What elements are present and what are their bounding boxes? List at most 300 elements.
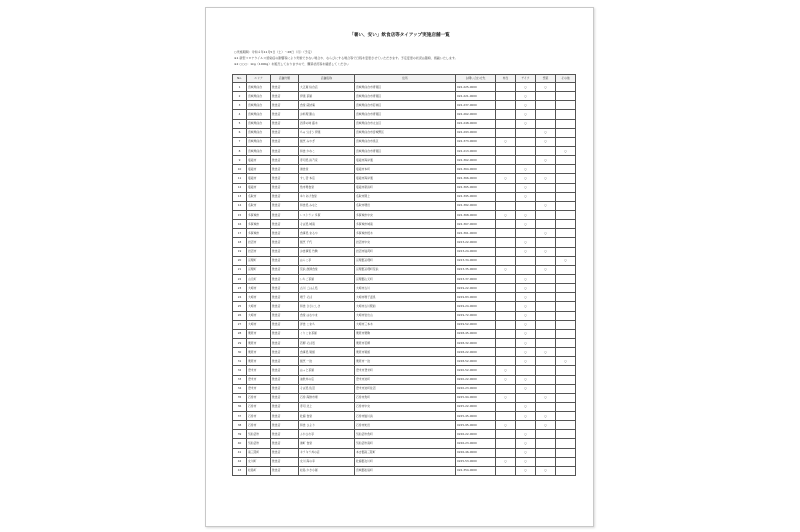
table-row	[233, 274, 576, 283]
cell-area: 南三陸町	[247, 448, 271, 457]
cell-category: 飲食店	[271, 293, 299, 302]
cell-take	[516, 421, 536, 430]
cell-address: 大崎市鳴子温泉	[355, 293, 456, 302]
table-row	[233, 320, 576, 329]
cell-name: 古川 ごはん処	[299, 284, 355, 293]
cell-take: ○	[516, 329, 536, 338]
table-row	[233, 375, 576, 384]
cell-souzai	[536, 284, 556, 293]
table-row	[233, 293, 576, 302]
cell-no: 19	[233, 247, 247, 256]
cell-area: 石巻市	[247, 393, 271, 402]
cell-category: 飲食店	[271, 466, 299, 475]
cell-other	[556, 83, 576, 92]
cell-souzai: ○	[536, 466, 556, 475]
cell-other	[556, 457, 576, 466]
cell-other	[556, 174, 576, 183]
cell-address: 塩竈市新浜町	[355, 183, 456, 192]
cell-bento	[496, 402, 516, 411]
cell-area: 大崎市	[247, 284, 271, 293]
cell-souzai	[536, 256, 556, 265]
cell-no: 4	[233, 110, 247, 119]
cell-area: 石巻市	[247, 421, 271, 430]
cell-no: 28	[233, 329, 247, 338]
cell-take: ○	[516, 320, 536, 329]
cell-category: 飲食店	[271, 220, 299, 229]
cell-category: 飲食店	[271, 320, 299, 329]
cell-tel: 022-293-0000	[456, 128, 496, 137]
cell-name: レストラン 多賀	[299, 210, 355, 219]
cell-address: 石巻市中央	[355, 402, 456, 411]
cell-address: 牡鹿郡女川町	[355, 457, 456, 466]
cell-bento	[496, 357, 516, 366]
cell-category: 飲食店	[271, 146, 299, 155]
cell-name: はっと茶屋	[299, 366, 355, 375]
cell-name: 大正屋 仙台店	[299, 83, 355, 92]
cell-tel: 0225-95-0000	[456, 421, 496, 430]
cell-category: 飲食店	[271, 174, 299, 183]
cell-category: 飲食店	[271, 412, 299, 421]
cell-bento	[496, 430, 516, 439]
cell-area: 大崎市	[247, 311, 271, 320]
cell-other	[556, 311, 576, 320]
cell-souzai: ○	[536, 229, 556, 238]
cell-bento	[496, 311, 516, 320]
cell-no: 3	[233, 101, 247, 110]
cell-category: 飲食店	[271, 192, 299, 201]
col-header-category: 店舗分類	[271, 75, 299, 83]
cell-category: 飲食店	[271, 165, 299, 174]
cell-tel: 0228-45-0000	[456, 329, 496, 338]
cell-take: ○	[516, 192, 536, 201]
cell-other	[556, 201, 576, 210]
cell-souzai: ○	[536, 412, 556, 421]
cell-address: 多賀城市桜木	[355, 229, 456, 238]
table-row	[233, 348, 576, 357]
cell-category: 飲食店	[271, 457, 299, 466]
cell-area: 気仙沼市	[247, 430, 271, 439]
cell-bento	[496, 146, 516, 155]
cell-name: 食事処 築館	[299, 348, 355, 357]
cell-no: 18	[233, 238, 247, 247]
cell-other	[556, 375, 576, 384]
cell-area: 石巻市	[247, 412, 271, 421]
cell-no: 25	[233, 302, 247, 311]
cell-bento	[496, 338, 516, 347]
cell-area: 宮城県仙台	[247, 92, 271, 101]
cell-take: ○	[516, 448, 536, 457]
cell-area: 登米市	[247, 366, 271, 375]
cell-bento	[496, 412, 516, 421]
cell-area: 宮城県仙台	[247, 146, 271, 155]
cell-address: 亘理郡亘理町荒浜	[355, 265, 456, 274]
cell-tel: 0223-22-0000	[456, 238, 496, 247]
cell-souzai	[536, 329, 556, 338]
cell-souzai	[536, 430, 556, 439]
cell-tel: 0229-72-0000	[456, 311, 496, 320]
cell-bento	[496, 448, 516, 457]
cell-other: ○	[556, 357, 576, 366]
cell-name: 女川 海の幸	[299, 457, 355, 466]
cell-address: 石巻市鮎川浜	[355, 412, 456, 421]
cell-no: 5	[233, 119, 247, 128]
cell-take: ○	[516, 457, 536, 466]
cell-souzai	[536, 375, 556, 384]
cell-name: 寿司処 浜乃家	[299, 156, 355, 165]
cell-name: 港食堂	[299, 165, 355, 174]
cell-souzai	[536, 338, 556, 347]
cell-other	[556, 92, 576, 101]
cell-category: 飲食店	[271, 348, 299, 357]
cell-other	[556, 430, 576, 439]
cell-bento	[496, 348, 516, 357]
cell-address: 登米市迫町佐沼	[355, 384, 456, 393]
cell-tel: 0223-34-0000	[456, 256, 496, 265]
cell-area: 宮城県仙台	[247, 128, 271, 137]
cell-area: 宮城県仙台	[247, 137, 271, 146]
cell-no: 15	[233, 210, 247, 219]
cell-no: 22	[233, 274, 247, 283]
cell-no: 34	[233, 384, 247, 393]
cell-no: 31	[233, 357, 247, 366]
cell-no: 13	[233, 192, 247, 201]
cell-tel: 022-367-0000	[456, 220, 496, 229]
cell-name: 魚市場食堂	[299, 183, 355, 192]
table-row	[233, 156, 576, 165]
cell-tel: 0225-22-0000	[456, 402, 496, 411]
table-row	[233, 220, 576, 229]
cell-name: お食事処 竹駒	[299, 247, 355, 256]
cell-bento	[496, 229, 516, 238]
cell-take: ○	[516, 357, 536, 366]
cell-address: 塩竈市海岸通	[355, 174, 456, 183]
cell-tel: 022-395-0000	[456, 192, 496, 201]
cell-address: 登米市迫町	[355, 375, 456, 384]
cell-take: ○	[516, 412, 536, 421]
cell-other	[556, 348, 576, 357]
cell-name: 割烹 みやぎ	[299, 137, 355, 146]
cell-souzai	[536, 457, 556, 466]
col-header-name: 店舗名称	[299, 75, 355, 83]
cell-area: 塩竈市	[247, 156, 271, 165]
cell-other	[556, 412, 576, 421]
cell-tel: 022-237-0000	[456, 101, 496, 110]
cell-other	[556, 238, 576, 247]
table-row	[233, 284, 576, 293]
cell-category: 飲食店	[271, 101, 299, 110]
cell-souzai: ○	[536, 137, 556, 146]
cell-category: 飲食店	[271, 393, 299, 402]
cell-tel: 022-221-0000	[456, 92, 496, 101]
cell-no: 9	[233, 156, 247, 165]
cell-no: 42	[233, 457, 247, 466]
cell-take	[516, 229, 536, 238]
cell-category: 飲食店	[271, 448, 299, 457]
cell-area: 登米市	[247, 384, 271, 393]
cell-bento	[496, 110, 516, 119]
cell-no: 10	[233, 165, 247, 174]
cell-other	[556, 247, 576, 256]
cell-address: 塩竈市本町	[355, 165, 456, 174]
cell-bento	[496, 183, 516, 192]
cell-name: 和食 ささにしき	[299, 302, 355, 311]
cell-address: 宮城県仙台市宮城野区	[355, 128, 456, 137]
cell-category: 飲食店	[271, 284, 299, 293]
cell-take: ○	[516, 110, 536, 119]
cell-tel: 0223-24-0000	[456, 247, 496, 256]
cell-area: 多賀城市	[247, 220, 271, 229]
cell-bento	[496, 101, 516, 110]
cell-name: そば処 佐沼	[299, 384, 355, 393]
cell-other	[556, 393, 576, 402]
cell-name: はらこ亭	[299, 256, 355, 265]
col-header-no: No.	[233, 75, 247, 83]
table-row	[233, 421, 576, 430]
col-header-bento: 弁当	[496, 75, 516, 83]
cell-souzai	[536, 238, 556, 247]
cell-take	[516, 201, 536, 210]
table-row	[233, 247, 576, 256]
cell-other	[556, 448, 576, 457]
cell-no: 40	[233, 439, 247, 448]
cell-tel: 022-382-0000	[456, 201, 496, 210]
table-row	[233, 384, 576, 393]
cell-no: 41	[233, 448, 247, 457]
table-row	[233, 119, 576, 128]
cell-take: ○	[516, 101, 536, 110]
cell-name: 牡鹿 食堂	[299, 412, 355, 421]
cell-take	[516, 128, 536, 137]
cell-area: 亘理町	[247, 265, 271, 274]
cell-bento: ○	[496, 366, 516, 375]
cell-souzai: ○	[536, 83, 556, 92]
cell-bento: ○	[496, 375, 516, 384]
cell-no: 21	[233, 265, 247, 274]
cell-souzai: ○	[536, 265, 556, 274]
cell-souzai	[536, 448, 556, 457]
cell-name: 若柳 そば処	[299, 338, 355, 347]
cell-category: 飲食店	[271, 439, 299, 448]
table-row	[233, 83, 576, 92]
cell-no: 43	[233, 466, 247, 475]
cell-bento	[496, 220, 516, 229]
table-row	[233, 128, 576, 137]
table-row	[233, 457, 576, 466]
table-row	[233, 402, 576, 411]
cell-other	[556, 293, 576, 302]
cell-other	[556, 466, 576, 475]
cell-tel: 022-365-0000	[456, 183, 496, 192]
cell-area: 名取市	[247, 192, 271, 201]
cell-category: 飲食店	[271, 338, 299, 347]
cell-address: 宮城県仙台市青葉区	[355, 110, 456, 119]
cell-tel: 022-373-0000	[456, 137, 496, 146]
cell-address: 宮城県仙台市青葉区	[355, 146, 456, 155]
table-row	[233, 92, 576, 101]
cell-no: 26	[233, 311, 247, 320]
col-header-souzai: 惣菜	[536, 75, 556, 83]
cell-area: 石巻市	[247, 402, 271, 411]
table-row	[233, 448, 576, 457]
cell-area: 栗原市	[247, 338, 271, 347]
cell-tel: 022-225-0000	[456, 83, 496, 92]
cell-take: ○	[516, 375, 536, 384]
cell-take: ○	[516, 220, 536, 229]
cell-category: 飲食店	[271, 247, 299, 256]
cell-name: 四季の味 藤木	[299, 119, 355, 128]
cell-other	[556, 302, 576, 311]
cell-address: 本吉郡南三陸町	[355, 448, 456, 457]
cell-take: ○	[516, 284, 536, 293]
cell-souzai: ○	[536, 421, 556, 430]
cell-bento: ○	[496, 421, 516, 430]
cell-souzai	[536, 210, 556, 219]
cell-souzai: ○	[536, 393, 556, 402]
cell-take: ○	[516, 348, 536, 357]
cell-category: 飲食店	[271, 83, 299, 92]
cell-name: ちゅうぼう 伊達	[299, 128, 355, 137]
col-header-tel: お問い合わせ先	[456, 75, 496, 83]
cell-other	[556, 128, 576, 137]
cell-name: 和食処 みなと	[299, 201, 355, 210]
cell-address: 名取市増田	[355, 201, 456, 210]
table-header-row	[233, 75, 576, 83]
cell-tel: 0226-22-0000	[456, 430, 496, 439]
cell-tel: 0220-23-0000	[456, 384, 496, 393]
cell-no: 8	[233, 146, 247, 155]
cell-bento	[496, 256, 516, 265]
cell-area: 栗原市	[247, 357, 271, 366]
cell-area: 大崎市	[247, 320, 271, 329]
table-row	[233, 229, 576, 238]
cell-name: お料理 勝山	[299, 110, 355, 119]
cell-souzai	[536, 192, 556, 201]
cell-name: そば処 城南	[299, 220, 355, 229]
cell-souzai	[536, 119, 556, 128]
cell-name: すし哲 本店	[299, 174, 355, 183]
cell-name: 食事処 まるや	[299, 229, 355, 238]
cell-take: ○	[516, 402, 536, 411]
cell-no: 39	[233, 430, 247, 439]
shop-table	[232, 74, 576, 476]
cell-name: ふかひれ亭	[299, 430, 355, 439]
cell-category: 飲食店	[271, 128, 299, 137]
cell-no: 20	[233, 256, 247, 265]
cell-no: 37	[233, 412, 247, 421]
cell-souzai	[536, 293, 556, 302]
cell-other	[556, 220, 576, 229]
cell-souzai	[536, 311, 556, 320]
cell-bento	[496, 238, 516, 247]
table-row	[233, 338, 576, 347]
cell-name: 伊達 茶屋	[299, 92, 355, 101]
cell-other	[556, 229, 576, 238]
note-2: ※2 ○○○：1kg（1000g）を販売しておりますので、購買状況等を確認してください	[234, 62, 350, 66]
cell-no: 27	[233, 320, 247, 329]
cell-area: 宮城県仙台	[247, 119, 271, 128]
cell-no: 36	[233, 402, 247, 411]
cell-bento	[496, 302, 516, 311]
cell-other: ○	[556, 146, 576, 155]
cell-name: 荒浜 漁師食堂	[299, 265, 355, 274]
cell-category: 飲食店	[271, 329, 299, 338]
cell-other	[556, 284, 576, 293]
cell-take: ○	[516, 119, 536, 128]
table-row	[233, 174, 576, 183]
cell-address: 大崎市古川駅前	[355, 302, 456, 311]
cell-area: 大崎市	[247, 302, 271, 311]
cell-other	[556, 101, 576, 110]
cell-address: 塩竈市海岸通	[355, 156, 456, 165]
cell-area: 塩竈市	[247, 174, 271, 183]
cell-name: 松島 かき小屋	[299, 466, 355, 475]
table-row	[233, 165, 576, 174]
col-header-take: テイク	[516, 75, 536, 83]
cell-souzai	[536, 302, 556, 311]
cell-other	[556, 274, 576, 283]
cell-take	[516, 146, 536, 155]
cell-bento	[496, 247, 516, 256]
cell-take: ○	[516, 274, 536, 283]
table-row	[233, 238, 576, 247]
cell-tel: 0229-24-0000	[456, 302, 496, 311]
cell-bento	[496, 384, 516, 393]
cell-other	[556, 320, 576, 329]
cell-take: ○	[516, 439, 536, 448]
cell-other	[556, 402, 576, 411]
cell-other	[556, 110, 576, 119]
cell-take: ○	[516, 247, 536, 256]
cell-area: 岩沼市	[247, 247, 271, 256]
cell-name: 割烹 一迫	[299, 357, 355, 366]
cell-no: 12	[233, 183, 247, 192]
cell-bento	[496, 284, 516, 293]
cell-souzai	[536, 439, 556, 448]
cell-bento	[496, 320, 516, 329]
cell-category: 飲食店	[271, 256, 299, 265]
table-row	[233, 311, 576, 320]
cell-souzai: ○	[536, 174, 556, 183]
cell-name: 食堂 蔵結庵	[299, 101, 355, 110]
cell-bento	[496, 128, 516, 137]
cell-bento	[496, 165, 516, 174]
cell-name: 食堂 はなやま	[299, 311, 355, 320]
cell-tel: 022-262-0000	[456, 110, 496, 119]
table-row	[233, 329, 576, 338]
cell-address: 名取市閖上	[355, 192, 456, 201]
cell-other	[556, 210, 576, 219]
cell-no: 29	[233, 338, 247, 347]
cell-take: ○	[516, 183, 536, 192]
cell-category: 飲食店	[271, 402, 299, 411]
cell-take: ○	[516, 430, 536, 439]
cell-category: 飲食店	[271, 375, 299, 384]
cell-no: 30	[233, 348, 247, 357]
cell-bento: ○	[496, 457, 516, 466]
cell-souzai	[536, 146, 556, 155]
cell-area: 女川町	[247, 457, 271, 466]
cell-no: 2	[233, 92, 247, 101]
cell-category: 飲食店	[271, 156, 299, 165]
cell-other: ○	[556, 256, 576, 265]
table-row	[233, 430, 576, 439]
cell-souzai: ○	[536, 348, 556, 357]
table-row	[233, 256, 576, 265]
cell-other	[556, 156, 576, 165]
cell-area: 大崎市	[247, 293, 271, 302]
cell-category: 飲食店	[271, 265, 299, 274]
cell-name: 和食 かねこ	[299, 146, 355, 155]
